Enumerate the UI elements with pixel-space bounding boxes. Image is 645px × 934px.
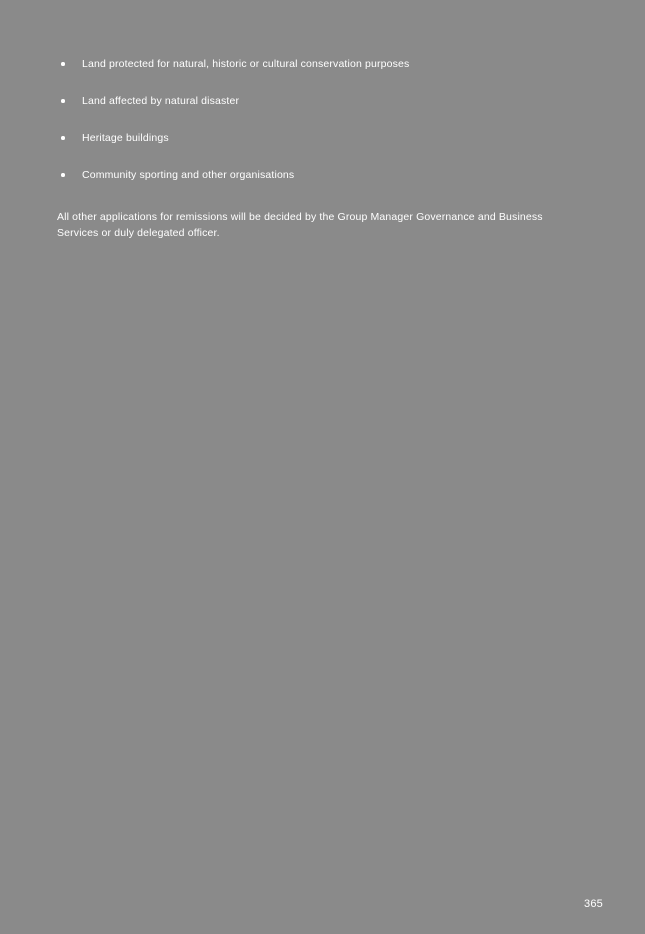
bullet-list [57,58,587,182]
bullet-dot-icon [61,136,65,140]
list-item [57,95,587,108]
body-paragraph: All other applications for remissions will be decided by the Group Manager Governance and Business Services or duly delegated officer. [57,211,543,239]
bullet-dot-icon [61,99,65,103]
list-item-label: Land protected for natural, historic or cultural conservation purposes [82,58,410,70]
bullet-dot-icon [61,173,65,177]
list-item [57,58,587,71]
list-item [57,132,587,145]
list-item-label: Community sporting and other organisations [82,169,295,181]
page-number: 365 [584,898,603,910]
list-item-label: Heritage buildings [82,132,169,144]
page-content [57,58,587,241]
list-item [57,169,587,182]
bullet-dot-icon [61,62,65,66]
list-item-label: Land affected by natural disaster [82,95,240,107]
